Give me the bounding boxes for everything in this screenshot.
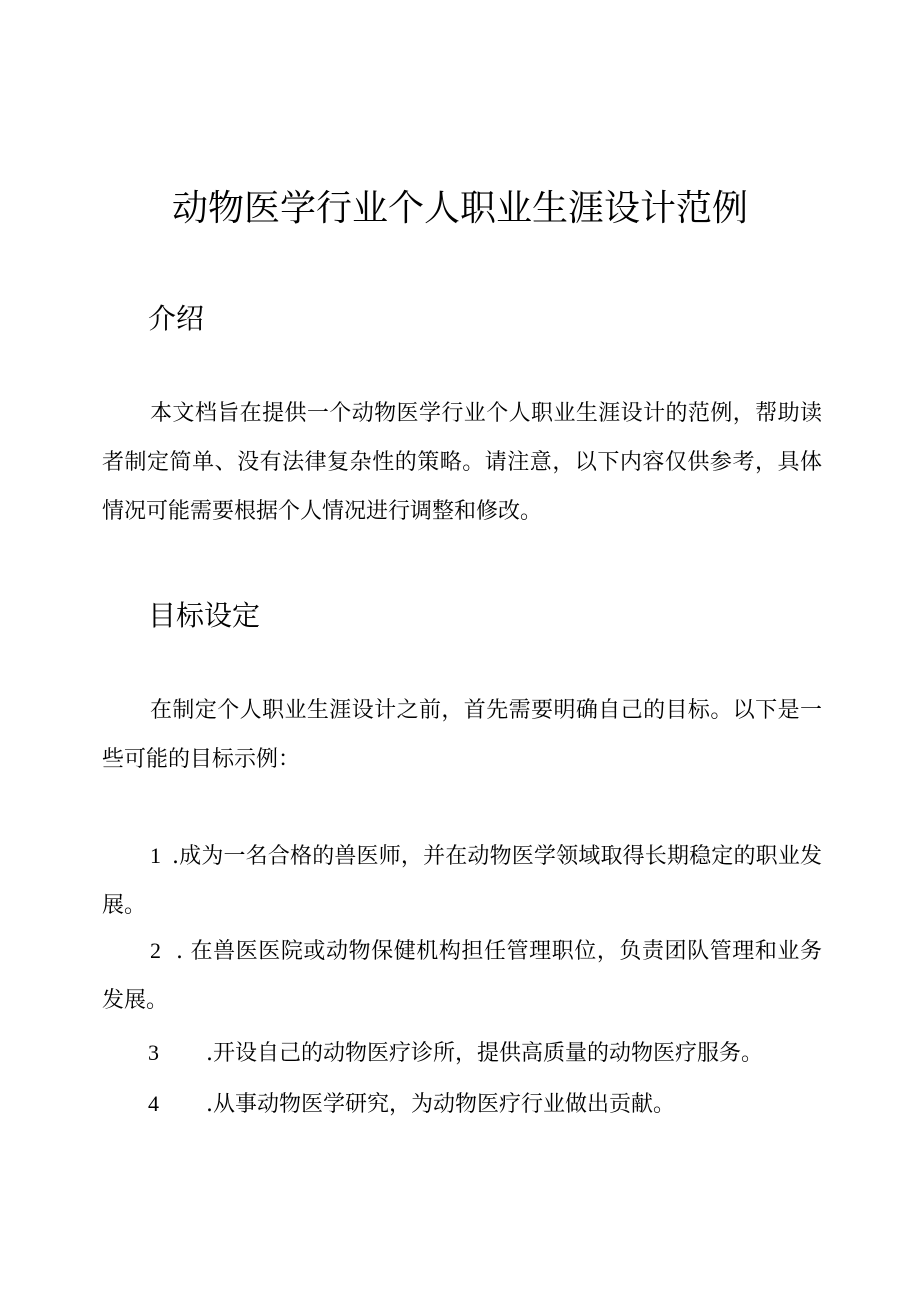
goal-list-item bbox=[102, 831, 822, 930]
goals-paragraph: 在制定个人职业生涯设计之前，首先需要明确自己的目标。以下是一些可能的目标示例： bbox=[102, 698, 822, 772]
intro-paragraph: 本文档旨在提供一个动物医学行业个人职业生涯设计的范例，帮助读者制定简单、没有法律复杂性的策略。请注意，以下内容仅供参考，具体情况可能需要根据个人情况进行调整和修改。 bbox=[102, 401, 822, 524]
goal-list-item bbox=[102, 1079, 822, 1129]
goal-list-item bbox=[102, 1028, 822, 1078]
goal-number: 4 bbox=[148, 1091, 159, 1116]
section-heading-intro: 介绍 bbox=[148, 302, 205, 335]
goal-list-item bbox=[102, 926, 822, 1025]
section-heading-goals: 目标设定 bbox=[148, 599, 261, 632]
goal-number: 2 bbox=[150, 938, 161, 963]
goal-number: 3 bbox=[148, 1040, 159, 1065]
document-title: 动物医学行业个人职业生涯设计范例 bbox=[171, 188, 748, 229]
goal-text: . 在兽医医院或动物保健机构担任管理职位，负责团队管理和业务发展。 bbox=[102, 939, 822, 1013]
goal-text: .成为一名合格的兽医师，并在动物医学领域取得长期稳定的职业发展。 bbox=[102, 844, 822, 918]
goal-text: .开设自己的动物医疗诊所，提供高质量的动物医疗服务。 bbox=[206, 1041, 763, 1066]
goal-text: .从事动物医学研究，为动物医疗行业做出贡献。 bbox=[206, 1092, 675, 1117]
goal-number: 1 bbox=[150, 843, 161, 868]
